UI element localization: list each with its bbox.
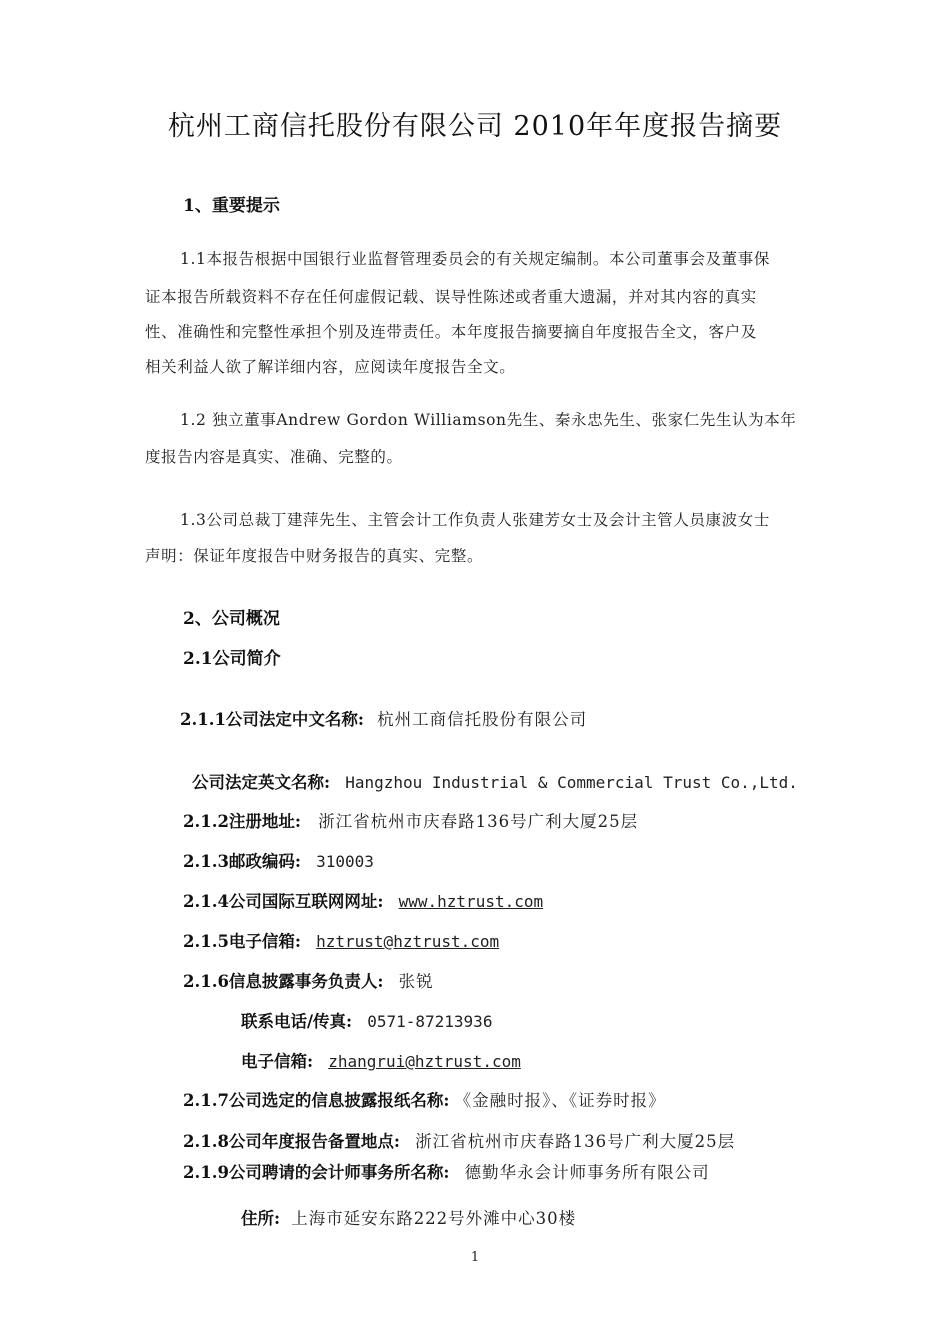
row-website xyxy=(183,888,543,912)
email-label: 2.1.5电子信箱: xyxy=(183,932,302,951)
row-disclosure-officer xyxy=(183,968,434,992)
auditor-address-value: 上海市延安东路222号外滩中心30楼 xyxy=(291,1209,577,1228)
paragraph-1-1-line-2: 证本报告所载资料不存在任何虚假记载、误导性陈述或者重大遗漏，并对其内容的真实 xyxy=(145,288,757,306)
section-heading-company-overview: 2、公司概况 xyxy=(183,609,280,629)
auditor-value: 德勤华永会计师事务所有限公司 xyxy=(464,1163,710,1182)
row-report-place xyxy=(183,1128,735,1152)
postcode-label: 2.1.3邮政编码: xyxy=(183,852,302,871)
row-postcode xyxy=(183,848,374,872)
phone-value: 0571-87213936 xyxy=(367,1012,493,1031)
email-link[interactable]: hztrust@hztrust.com xyxy=(316,932,500,951)
en-name-label: 公司法定英文名称: xyxy=(192,773,331,792)
paragraph-1-1-line-3: 性、准确性和完整性承担个别及连带责任。本年度报告摘要摘自年度报告全文，客户及 xyxy=(145,323,757,341)
page-title: 杭州工商信托股份有限公司 2010年年度报告摘要 xyxy=(167,111,783,142)
row-email-2 xyxy=(241,1048,521,1072)
report-place-value: 浙江省杭州市庆春路136号广利大厦25层 xyxy=(415,1132,736,1151)
page-number: 1 xyxy=(470,1250,480,1265)
disclosure-officer-label: 2.1.6信息披露事务负责人: xyxy=(183,972,384,991)
row-address xyxy=(183,808,638,832)
cn-name-label: 2.1.1公司法定中文名称: xyxy=(180,710,365,729)
newspaper-label: 2.1.7公司选定的信息披露报纸名称: xyxy=(183,1091,450,1110)
email-2-link[interactable]: zhangrui@hztrust.com xyxy=(328,1052,521,1071)
paragraph-1-1-line-1: 1.1本报告根据中国银行业监督管理委员会的有关规定编制。本公司董事会及董事保 xyxy=(180,250,770,268)
auditor-address-label: 住所: xyxy=(241,1209,281,1228)
paragraph-1-2-line-2: 度报告内容是真实、准确、完整的。 xyxy=(145,448,403,466)
paragraph-1-3-line-1: 1.3公司总裁丁建萍先生、主管会计工作负责人张建芳女士及会计主管人员康波女士 xyxy=(180,511,770,529)
paragraph-1-1-line-4: 相关利益人欲了解详细内容，应阅读年度报告全文。 xyxy=(145,358,516,376)
row-auditor xyxy=(183,1159,710,1183)
en-name-value: Hangzhou Industrial & Commercial Trust Co.,Ltd. xyxy=(345,773,798,792)
row-email xyxy=(183,928,499,952)
row-cn-name xyxy=(180,706,587,730)
newspaper-value: 《金融时报》、《证券时报》 xyxy=(454,1091,666,1110)
email-2-label: 电子信箱: xyxy=(241,1052,314,1071)
paragraph-1-2-line-1: 1.2 独立董事Andrew Gordon Williamson先生、秦永忠先生、张家仁先生认为本年 xyxy=(180,411,797,429)
row-phone xyxy=(241,1008,492,1032)
cn-name-value: 杭州工商信托股份有限公司 xyxy=(377,710,588,729)
subsection-heading-company-profile: 2.1公司简介 xyxy=(183,649,281,669)
phone-label: 联系电话/传真: xyxy=(241,1012,353,1031)
website-link[interactable]: www.hztrust.com xyxy=(398,892,544,911)
row-auditor-address xyxy=(241,1205,576,1229)
address-label: 2.1.2注册地址: xyxy=(183,812,302,831)
report-place-label: 2.1.8公司年度报告备置地点: xyxy=(183,1132,401,1151)
auditor-label: 2.1.9公司聘请的会计师事务所名称: xyxy=(183,1163,450,1182)
row-en-name xyxy=(192,769,798,793)
paragraph-1-3-line-2: 声明：保证年度报告中财务报告的真实、完整。 xyxy=(145,547,484,565)
section-heading-important-notice: 1、重要提示 xyxy=(183,196,280,216)
website-label: 2.1.4公司国际互联网网址: xyxy=(183,892,384,911)
disclosure-officer-value: 张锐 xyxy=(398,972,434,991)
postcode-value: 310003 xyxy=(316,852,374,871)
row-newspaper xyxy=(183,1087,666,1111)
address-value: 浙江省杭州市庆春路136号广利大厦25层 xyxy=(318,812,639,831)
